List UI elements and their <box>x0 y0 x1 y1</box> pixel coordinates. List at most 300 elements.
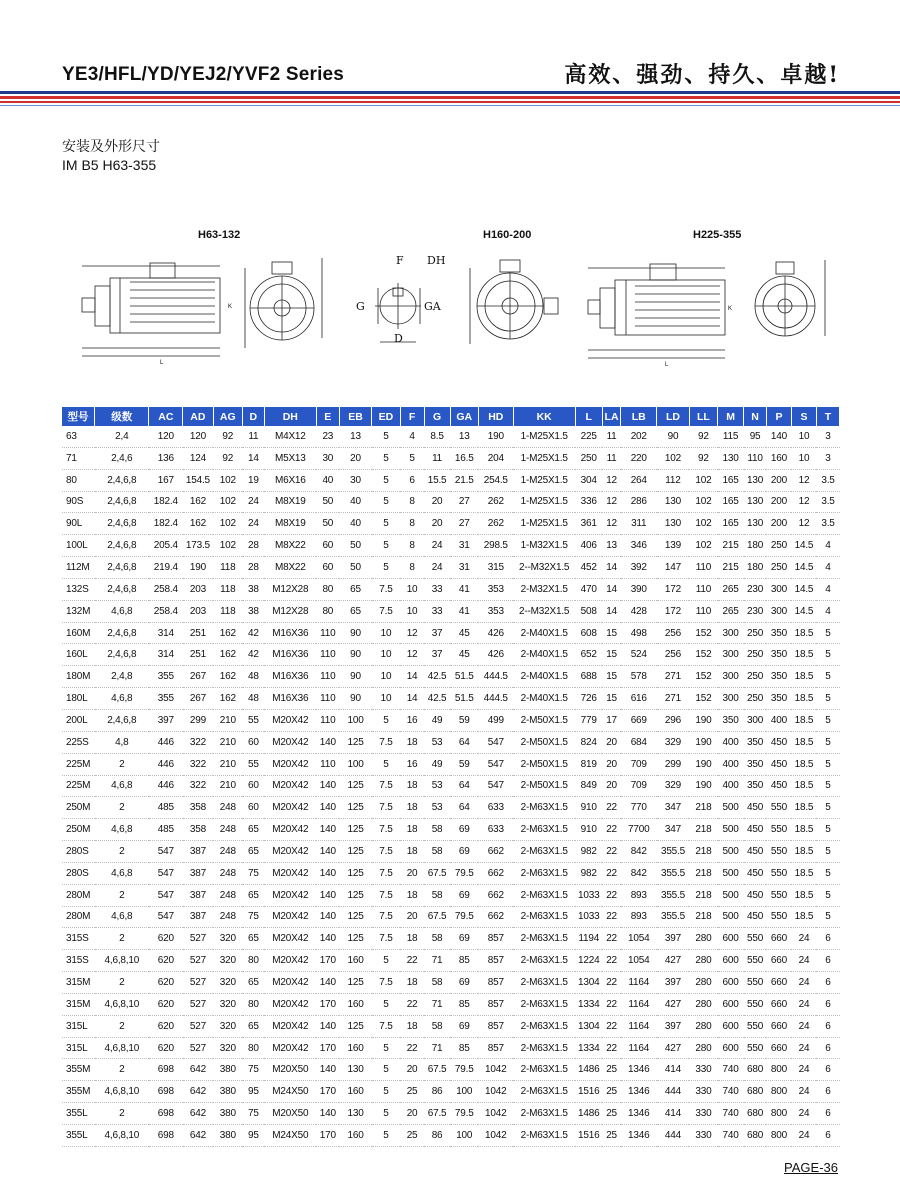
table-cell: 71 <box>62 447 95 469</box>
table-cell: 65 <box>242 819 264 841</box>
table-cell: M20X42 <box>264 753 316 775</box>
table-cell: 600 <box>718 1015 744 1037</box>
table-row <box>62 644 840 666</box>
table-cell: 125 <box>339 841 372 863</box>
table-cell: 6 <box>816 950 839 972</box>
table-cell: 251 <box>183 622 213 644</box>
table-row <box>62 1081 840 1103</box>
table-cell: 30 <box>316 447 339 469</box>
table-cell: 5 <box>372 469 400 491</box>
table-cell: 2--M32X1.5 <box>513 557 575 579</box>
table-cell: 110 <box>689 578 717 600</box>
table-cell: 330 <box>689 1081 717 1103</box>
table-cell: 100 <box>450 1125 478 1147</box>
table-cell: 3.5 <box>816 513 839 535</box>
table-cell: 225M <box>62 753 95 775</box>
table-cell: 1346 <box>621 1125 657 1147</box>
table-cell: 400 <box>766 709 791 731</box>
table-cell: 152 <box>689 622 717 644</box>
table-cell: 4,6,8 <box>95 819 149 841</box>
table-cell: 5 <box>372 1059 400 1081</box>
table-cell: 24 <box>242 491 264 513</box>
table-cell: 740 <box>718 1103 744 1125</box>
table-cell: 5 <box>372 993 400 1015</box>
table-cell: 20 <box>400 1059 424 1081</box>
table-cell: 669 <box>621 709 657 731</box>
table-cell: 740 <box>718 1059 744 1081</box>
table-cell: 642 <box>183 1103 213 1125</box>
table-cell: 86 <box>424 1125 450 1147</box>
table-cell: 893 <box>621 884 657 906</box>
table-cell: 15 <box>602 644 620 666</box>
table-cell: 2-M63X1.5 <box>513 1037 575 1059</box>
table-cell: 140 <box>316 1059 339 1081</box>
table-cell: 662 <box>478 884 513 906</box>
table-cell: 1304 <box>575 1015 602 1037</box>
table-cell: 204 <box>478 447 513 469</box>
table-cell: 18.5 <box>791 819 816 841</box>
table-cell: 660 <box>766 993 791 1015</box>
subtitle-cn: 安装及外形尺寸 <box>62 138 160 154</box>
table-cell: 444.5 <box>478 688 513 710</box>
table-cell: 524 <box>621 644 657 666</box>
table-cell: 322 <box>183 775 213 797</box>
table-cell: 250 <box>744 688 767 710</box>
table-cell: 633 <box>478 797 513 819</box>
table-cell: 118 <box>213 578 242 600</box>
table-cell: 20 <box>602 775 620 797</box>
table-cell: 280M <box>62 884 95 906</box>
table-cell: 1346 <box>621 1059 657 1081</box>
table-cell: 12 <box>602 469 620 491</box>
table-cell: 1-M25X1.5 <box>513 491 575 513</box>
table-cell: 6 <box>816 1125 839 1147</box>
table-cell: 500 <box>718 862 744 884</box>
table-cell: 18 <box>400 1015 424 1037</box>
table-cell: 90 <box>339 644 372 666</box>
table-cell: 1042 <box>478 1059 513 1081</box>
table-cell: 80 <box>316 578 339 600</box>
table-cell: 18 <box>400 797 424 819</box>
table-cell: 550 <box>744 1037 767 1059</box>
table-cell: 248 <box>213 841 242 863</box>
table-cell: 1346 <box>621 1081 657 1103</box>
table-cell: 102 <box>213 535 242 557</box>
table-cell: 5 <box>816 753 839 775</box>
table-cell: 24 <box>791 972 816 994</box>
table-cell: 24 <box>791 1103 816 1125</box>
table-row <box>62 993 840 1015</box>
table-row <box>62 513 840 535</box>
table-cell: 22 <box>400 1037 424 1059</box>
table-cell: 172 <box>657 600 690 622</box>
label-l: L <box>160 360 164 366</box>
table-row <box>62 950 840 972</box>
table-cell: M20X42 <box>264 906 316 928</box>
table-cell: 37 <box>424 622 450 644</box>
table-cell: 1304 <box>575 972 602 994</box>
table-cell: 470 <box>575 578 602 600</box>
table-cell: 31 <box>450 557 478 579</box>
table-cell: M24X50 <box>264 1081 316 1103</box>
header-stripe <box>0 105 900 106</box>
table-cell: 10 <box>372 688 400 710</box>
table-cell: 12 <box>602 491 620 513</box>
table-cell: 5 <box>372 950 400 972</box>
table-cell: 92 <box>213 447 242 469</box>
table-cell: 400 <box>718 775 744 797</box>
table-cell: 320 <box>213 928 242 950</box>
table-cell: 350 <box>766 688 791 710</box>
table-cell: 125 <box>339 928 372 950</box>
table-cell: 254.5 <box>478 469 513 491</box>
table-cell: 200L <box>62 709 95 731</box>
table-cell: 315 <box>478 557 513 579</box>
table-cell: 849 <box>575 775 602 797</box>
table-cell: 102 <box>213 513 242 535</box>
table-cell: 112 <box>657 469 690 491</box>
table-cell: 256 <box>657 644 690 666</box>
table-cell: 18.5 <box>791 688 816 710</box>
table-row <box>62 731 840 753</box>
table-cell: 444.5 <box>478 666 513 688</box>
table-cell: 355L <box>62 1103 95 1125</box>
table-cell: 2,4,6,8 <box>95 535 149 557</box>
table-cell: 51.5 <box>450 688 478 710</box>
column-header: 型号 <box>62 407 95 426</box>
table-cell: 180L <box>62 688 95 710</box>
table-cell: 547 <box>478 753 513 775</box>
table-cell: 2-M63X1.5 <box>513 993 575 1015</box>
table-cell: 1334 <box>575 993 602 1015</box>
table-cell: 2-M63X1.5 <box>513 841 575 863</box>
column-header: AG <box>213 407 242 426</box>
table-cell: 680 <box>744 1081 767 1103</box>
table-cell: 20 <box>424 491 450 513</box>
table-cell: 41 <box>450 600 478 622</box>
table-row <box>62 557 840 579</box>
table-cell: 162 <box>213 688 242 710</box>
table-cell: 547 <box>149 906 183 928</box>
table-cell: 8 <box>400 491 424 513</box>
table-cell: 380 <box>213 1125 242 1147</box>
table-cell: 550 <box>766 906 791 928</box>
table-cell: 210 <box>213 775 242 797</box>
table-cell: 6 <box>816 1037 839 1059</box>
table-cell: 65 <box>242 1015 264 1037</box>
table-row <box>62 972 840 994</box>
table-cell: 450 <box>744 906 767 928</box>
table-cell: 130 <box>657 491 690 513</box>
table-cell: 7.5 <box>372 862 400 884</box>
table-cell: 11 <box>602 426 620 447</box>
table-cell: 7.5 <box>372 884 400 906</box>
table-cell: 48 <box>242 666 264 688</box>
table-cell: 698 <box>149 1125 183 1147</box>
table-cell: 162 <box>213 666 242 688</box>
table-cell: 42.5 <box>424 666 450 688</box>
table-cell: 202 <box>621 426 657 447</box>
table-cell: 390 <box>621 578 657 600</box>
table-cell: 698 <box>149 1081 183 1103</box>
table-cell: 130 <box>718 447 744 469</box>
table-cell: 24 <box>791 1125 816 1147</box>
table-cell: 18.5 <box>791 666 816 688</box>
table-cell: 92 <box>689 426 717 447</box>
table-cell: 65 <box>242 928 264 950</box>
table-cell: 24 <box>791 1015 816 1037</box>
table-cell: 698 <box>149 1103 183 1125</box>
table-cell: 1054 <box>621 928 657 950</box>
table-cell: 397 <box>149 709 183 731</box>
table-cell: M8X19 <box>264 491 316 513</box>
table-cell: 25 <box>602 1125 620 1147</box>
table-cell: 18.5 <box>791 753 816 775</box>
table-cell: 857 <box>478 928 513 950</box>
table-cell: 14.5 <box>791 578 816 600</box>
table-cell: 2-M50X1.5 <box>513 709 575 731</box>
table-cell: 300 <box>766 578 791 600</box>
table-cell: 355M <box>62 1081 95 1103</box>
table-cell: 452 <box>575 557 602 579</box>
table-cell: 910 <box>575 819 602 841</box>
table-cell: 910 <box>575 797 602 819</box>
table-cell: 115 <box>718 426 744 447</box>
table-cell: 7.5 <box>372 1015 400 1037</box>
table-cell: 355.5 <box>657 841 690 863</box>
column-header: AD <box>183 407 213 426</box>
table-cell: 300 <box>718 688 744 710</box>
table-cell: 620 <box>149 993 183 1015</box>
table-cell: 6 <box>816 1081 839 1103</box>
table-cell: 250 <box>744 666 767 688</box>
table-cell: 2-M63X1.5 <box>513 972 575 994</box>
table-cell: 7.5 <box>372 972 400 994</box>
table-cell: 262 <box>478 491 513 513</box>
table-cell: 350 <box>744 775 767 797</box>
table-cell: 2-M40X1.5 <box>513 644 575 666</box>
table-cell: 136 <box>149 447 183 469</box>
table-cell: 7.5 <box>372 731 400 753</box>
table-cell: 392 <box>621 557 657 579</box>
table-row <box>62 841 840 863</box>
table-cell: 450 <box>766 775 791 797</box>
table-cell: 24 <box>791 1059 816 1081</box>
table-cell: 8.5 <box>424 426 450 447</box>
table-cell: 64 <box>450 797 478 819</box>
table-cell: 18 <box>400 775 424 797</box>
table-cell: 2-M63X1.5 <box>513 884 575 906</box>
table-cell: 267 <box>183 688 213 710</box>
table-cell: 347 <box>657 797 690 819</box>
table-row <box>62 688 840 710</box>
table-cell: 329 <box>657 731 690 753</box>
table-cell: 857 <box>478 1037 513 1059</box>
table-cell: 499 <box>478 709 513 731</box>
table-cell: 800 <box>766 1059 791 1081</box>
table-cell: M16X36 <box>264 688 316 710</box>
table-row <box>62 753 840 775</box>
table-cell: 160 <box>339 993 372 1015</box>
table-cell: 4,6,8 <box>95 775 149 797</box>
column-header: KK <box>513 407 575 426</box>
table-cell: 2 <box>95 972 149 994</box>
table-cell: 1516 <box>575 1081 602 1103</box>
column-header: E <box>316 407 339 426</box>
table-cell: 102 <box>657 447 690 469</box>
table-cell: 58 <box>424 1015 450 1037</box>
table-cell: 59 <box>450 753 478 775</box>
table-cell: 1486 <box>575 1103 602 1125</box>
table-cell: 75 <box>242 862 264 884</box>
table-cell: 355 <box>149 666 183 688</box>
table-cell: 132M <box>62 600 95 622</box>
subtitle-code: IM B5 H63-355 <box>62 157 157 173</box>
table-cell: 49 <box>424 753 450 775</box>
table-cell: 147 <box>657 557 690 579</box>
table-cell: 92 <box>213 426 242 447</box>
table-cell: 18.5 <box>791 622 816 644</box>
table-cell: 140 <box>316 797 339 819</box>
table-cell: 5 <box>816 644 839 666</box>
table-cell: 55 <box>242 753 264 775</box>
table-cell: 7700 <box>621 819 657 841</box>
table-cell: 27 <box>450 491 478 513</box>
table-cell: 842 <box>621 862 657 884</box>
table-cell: 1224 <box>575 950 602 972</box>
table-cell: 299 <box>183 709 213 731</box>
table-cell: 65 <box>242 884 264 906</box>
table-cell: 2,4,6,8 <box>95 469 149 491</box>
table-cell: 24 <box>791 993 816 1015</box>
table-cell: 322 <box>183 753 213 775</box>
table-cell: 380 <box>213 1059 242 1081</box>
table-cell: 286 <box>621 491 657 513</box>
table-cell: M20X42 <box>264 819 316 841</box>
table-cell: 500 <box>718 819 744 841</box>
table-cell: 219.4 <box>149 557 183 579</box>
table-cell: 2 <box>95 884 149 906</box>
table-row <box>62 491 840 513</box>
table-cell: 358 <box>183 797 213 819</box>
table-cell: 550 <box>744 928 767 950</box>
table-cell: 5 <box>816 884 839 906</box>
table-cell: 350 <box>744 731 767 753</box>
column-header: LA <box>602 407 620 426</box>
table-cell: 22 <box>400 993 424 1015</box>
table-cell: 124 <box>183 447 213 469</box>
table-cell: 58 <box>424 819 450 841</box>
table-cell: 6 <box>816 1015 839 1037</box>
table-cell: 12 <box>400 622 424 644</box>
table-cell: 300 <box>718 644 744 666</box>
table-cell: 2 <box>95 1103 149 1125</box>
table-cell: 140 <box>316 775 339 797</box>
table-cell: M20X42 <box>264 775 316 797</box>
table-cell: 280 <box>689 1037 717 1059</box>
table-cell: 19 <box>242 469 264 491</box>
table-cell: 446 <box>149 731 183 753</box>
table-cell: M12X28 <box>264 600 316 622</box>
table-cell: 210 <box>213 731 242 753</box>
table-cell: 2-M63X1.5 <box>513 1059 575 1081</box>
table-cell: 7.5 <box>372 797 400 819</box>
table-cell: 660 <box>766 1037 791 1059</box>
table-cell: 350 <box>766 644 791 666</box>
table-cell: 20 <box>602 753 620 775</box>
table-cell: 130 <box>657 513 690 535</box>
table-cell: 180 <box>744 535 767 557</box>
table-cell: M6X16 <box>264 469 316 491</box>
table-cell: 125 <box>339 884 372 906</box>
table-cell: 444 <box>657 1081 690 1103</box>
label-k-large: K <box>728 306 733 312</box>
table-cell: 13 <box>450 426 478 447</box>
table-cell: 857 <box>478 972 513 994</box>
table-cell: 7.5 <box>372 578 400 600</box>
table-cell: 22 <box>602 993 620 1015</box>
table-cell: 2,4,6,8 <box>95 578 149 600</box>
table-cell: 110 <box>689 557 717 579</box>
column-header: P <box>766 407 791 426</box>
table-cell: 280M <box>62 906 95 928</box>
table-cell: 1334 <box>575 1037 602 1059</box>
table-cell: M8X19 <box>264 513 316 535</box>
table-cell: 140 <box>316 1103 339 1125</box>
table-cell: 60 <box>242 731 264 753</box>
table-cell: 41 <box>450 578 478 600</box>
table-cell: 69 <box>450 928 478 950</box>
table-cell: 1-M25X1.5 <box>513 513 575 535</box>
table-cell: 18 <box>400 884 424 906</box>
table-cell: 311 <box>621 513 657 535</box>
table-cell: 633 <box>478 819 513 841</box>
figure-label-h160-200: H160-200 <box>483 229 532 241</box>
column-header: S <box>791 407 816 426</box>
table-cell: 23 <box>316 426 339 447</box>
table-cell: 27 <box>450 513 478 535</box>
label-dh: DH <box>427 254 446 267</box>
header-stripe <box>0 91 900 94</box>
table-cell: 550 <box>766 841 791 863</box>
outline-drawings <box>60 238 840 368</box>
table-cell: 600 <box>718 950 744 972</box>
table-cell: 22 <box>602 797 620 819</box>
motor-front-view-large <box>755 260 825 336</box>
table-cell: 190 <box>689 775 717 797</box>
table-cell: 428 <box>621 600 657 622</box>
table-cell: 160L <box>62 644 95 666</box>
column-header: HD <box>478 407 513 426</box>
table-cell: 5 <box>816 709 839 731</box>
table-cell: 280 <box>689 928 717 950</box>
table-cell: M16X36 <box>264 622 316 644</box>
table-cell: 18.5 <box>791 884 816 906</box>
table-cell: 30 <box>339 469 372 491</box>
table-cell: 10 <box>372 666 400 688</box>
table-cell: 18 <box>400 928 424 950</box>
table-cell: 2,4,6,8 <box>95 644 149 666</box>
table-cell: 64 <box>450 775 478 797</box>
table-cell: 14 <box>242 447 264 469</box>
table-row <box>62 1125 840 1147</box>
table-cell: 58 <box>424 928 450 950</box>
table-cell: 14.5 <box>791 600 816 622</box>
motor-front-view-medium <box>470 260 558 344</box>
table-cell: 2 <box>95 841 149 863</box>
table-cell: 2,4 <box>95 426 149 447</box>
table-cell: 162 <box>213 644 242 666</box>
